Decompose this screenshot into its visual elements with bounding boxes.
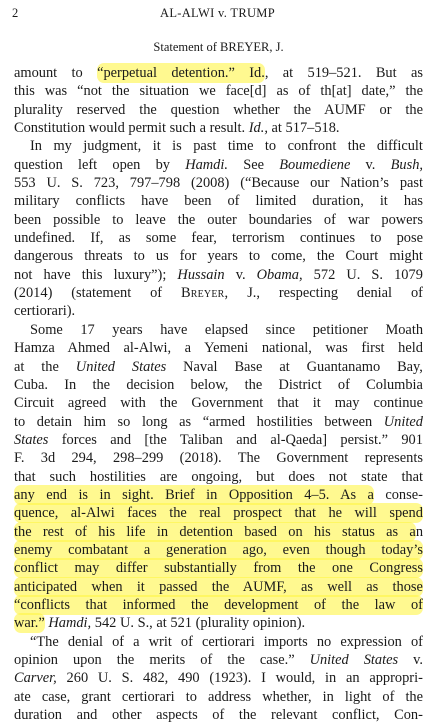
text-line: at the United States Naval Base at Guantanamo Bay, [14,358,423,375]
text-line [14,541,423,559]
text-line: In my judgment, it is past time to confront the difficult [30,138,423,155]
highlight-mark: the rest of his life in detention based on his status as a [14,523,416,540]
text-line [14,578,423,596]
text-line: (2014) (statement of Breyer, J., respecting denial of [14,285,423,302]
text-line: Circuit agreed with the Government that it may continue [14,395,424,412]
text-line [14,559,423,577]
text-line: plurality reserved the question whether the AUMF or the [14,101,423,118]
text-line: amount to “perpetual detention.” Id., at 519–521. But as [14,65,423,81]
text-line: undefined. If, as some fear, terrorism continues to pose [14,230,423,247]
highlight-mark: quence, al-Alwi faces the real prospect that he will spend [14,505,423,522]
text-line: ate case, grant certiorari to address whether, in light of the [14,688,424,705]
case-title: AL-ALWI v. TRUMP [160,6,275,20]
text-line: Some 17 years have elapsed since petitioner Moath [30,321,424,338]
text-line: the rest of his life in detention based on his status as an [14,523,424,540]
body-text [14,64,423,724]
text-line: Cuba. In the decision below, the District of Columbia [14,376,423,393]
text-line [14,596,423,614]
highlight-mark: anticipated when it passed the AUMF, as well as those [14,578,423,595]
text-line: this was “not the situation we face[d] as of th[at] date,” the [14,83,424,100]
text-line: to detain him so long as “armed hostilities between United [14,413,423,430]
text-line: States forces and [the Taliban and al-Qaeda] persist.” 901 [14,431,423,448]
text-line: war.” Hamdi, 542 U. S., at 521 (plurality opinion). [14,615,306,632]
text-line: Constitution would permit such a result. Id., at 517–518. [14,120,340,137]
page-number: 2 [12,6,19,20]
text-line: duration and other aspects of the relevant conflict, Con- [14,707,423,724]
highlight-mark: “conflicts that informed the development of the law of [14,596,423,613]
text-line: military conflicts have been of limited duration, it has [14,193,423,210]
text-line: Carver, 260 U. S. 482, 490 (1923). I would, in an appropri- [14,670,423,687]
highlight-mark: any end is in sight. Brief in Opposition 4–5. As a [14,486,374,503]
text-line: F. 3d 294, 298–299 (2018). The Government represents [14,450,423,467]
text-line: not have this luxury”); Hussain v. Obama, 572 U. S. 1079 [14,266,423,283]
text-line: certiorari). [14,303,76,320]
running-head [12,6,423,22]
highlight-mark: enemy combatant a generation ago, even though today’s [14,541,423,558]
highlight-mark: “perpetual detention.” Id. [97,65,265,81]
text-line: been possible to leave the outer boundaries of war powers [14,211,423,228]
highlight-mark: war.” [14,615,45,632]
text-line: that such hostilities are ongoing, but does not state that [14,468,424,485]
text-line: Hamza Ahmed al-Alwi, a Yemeni national, was first held [14,340,423,357]
text-line: opinion upon the merits of the case.” United States v. [14,652,423,668]
text-line: 553 U. S. 723, 797–798 (2008) (“Because our Nation’s past [14,175,423,192]
text-line: any end is in sight. Brief in Opposition 4–5. As a conse- [14,486,423,503]
opinion-subhead: Statement of BREYER, J. [153,40,284,54]
text-line [14,504,423,522]
text-line: “The denial of a writ of certiorari imports no expression of [30,633,423,650]
highlight-mark: conflict may differ substantially from the one Congress [14,560,423,577]
text-line: question left open by Hamdi. See Boumediene v. Bush, [14,156,424,173]
text-line: dangerous threats to us for years to come, the Court might [14,248,423,265]
